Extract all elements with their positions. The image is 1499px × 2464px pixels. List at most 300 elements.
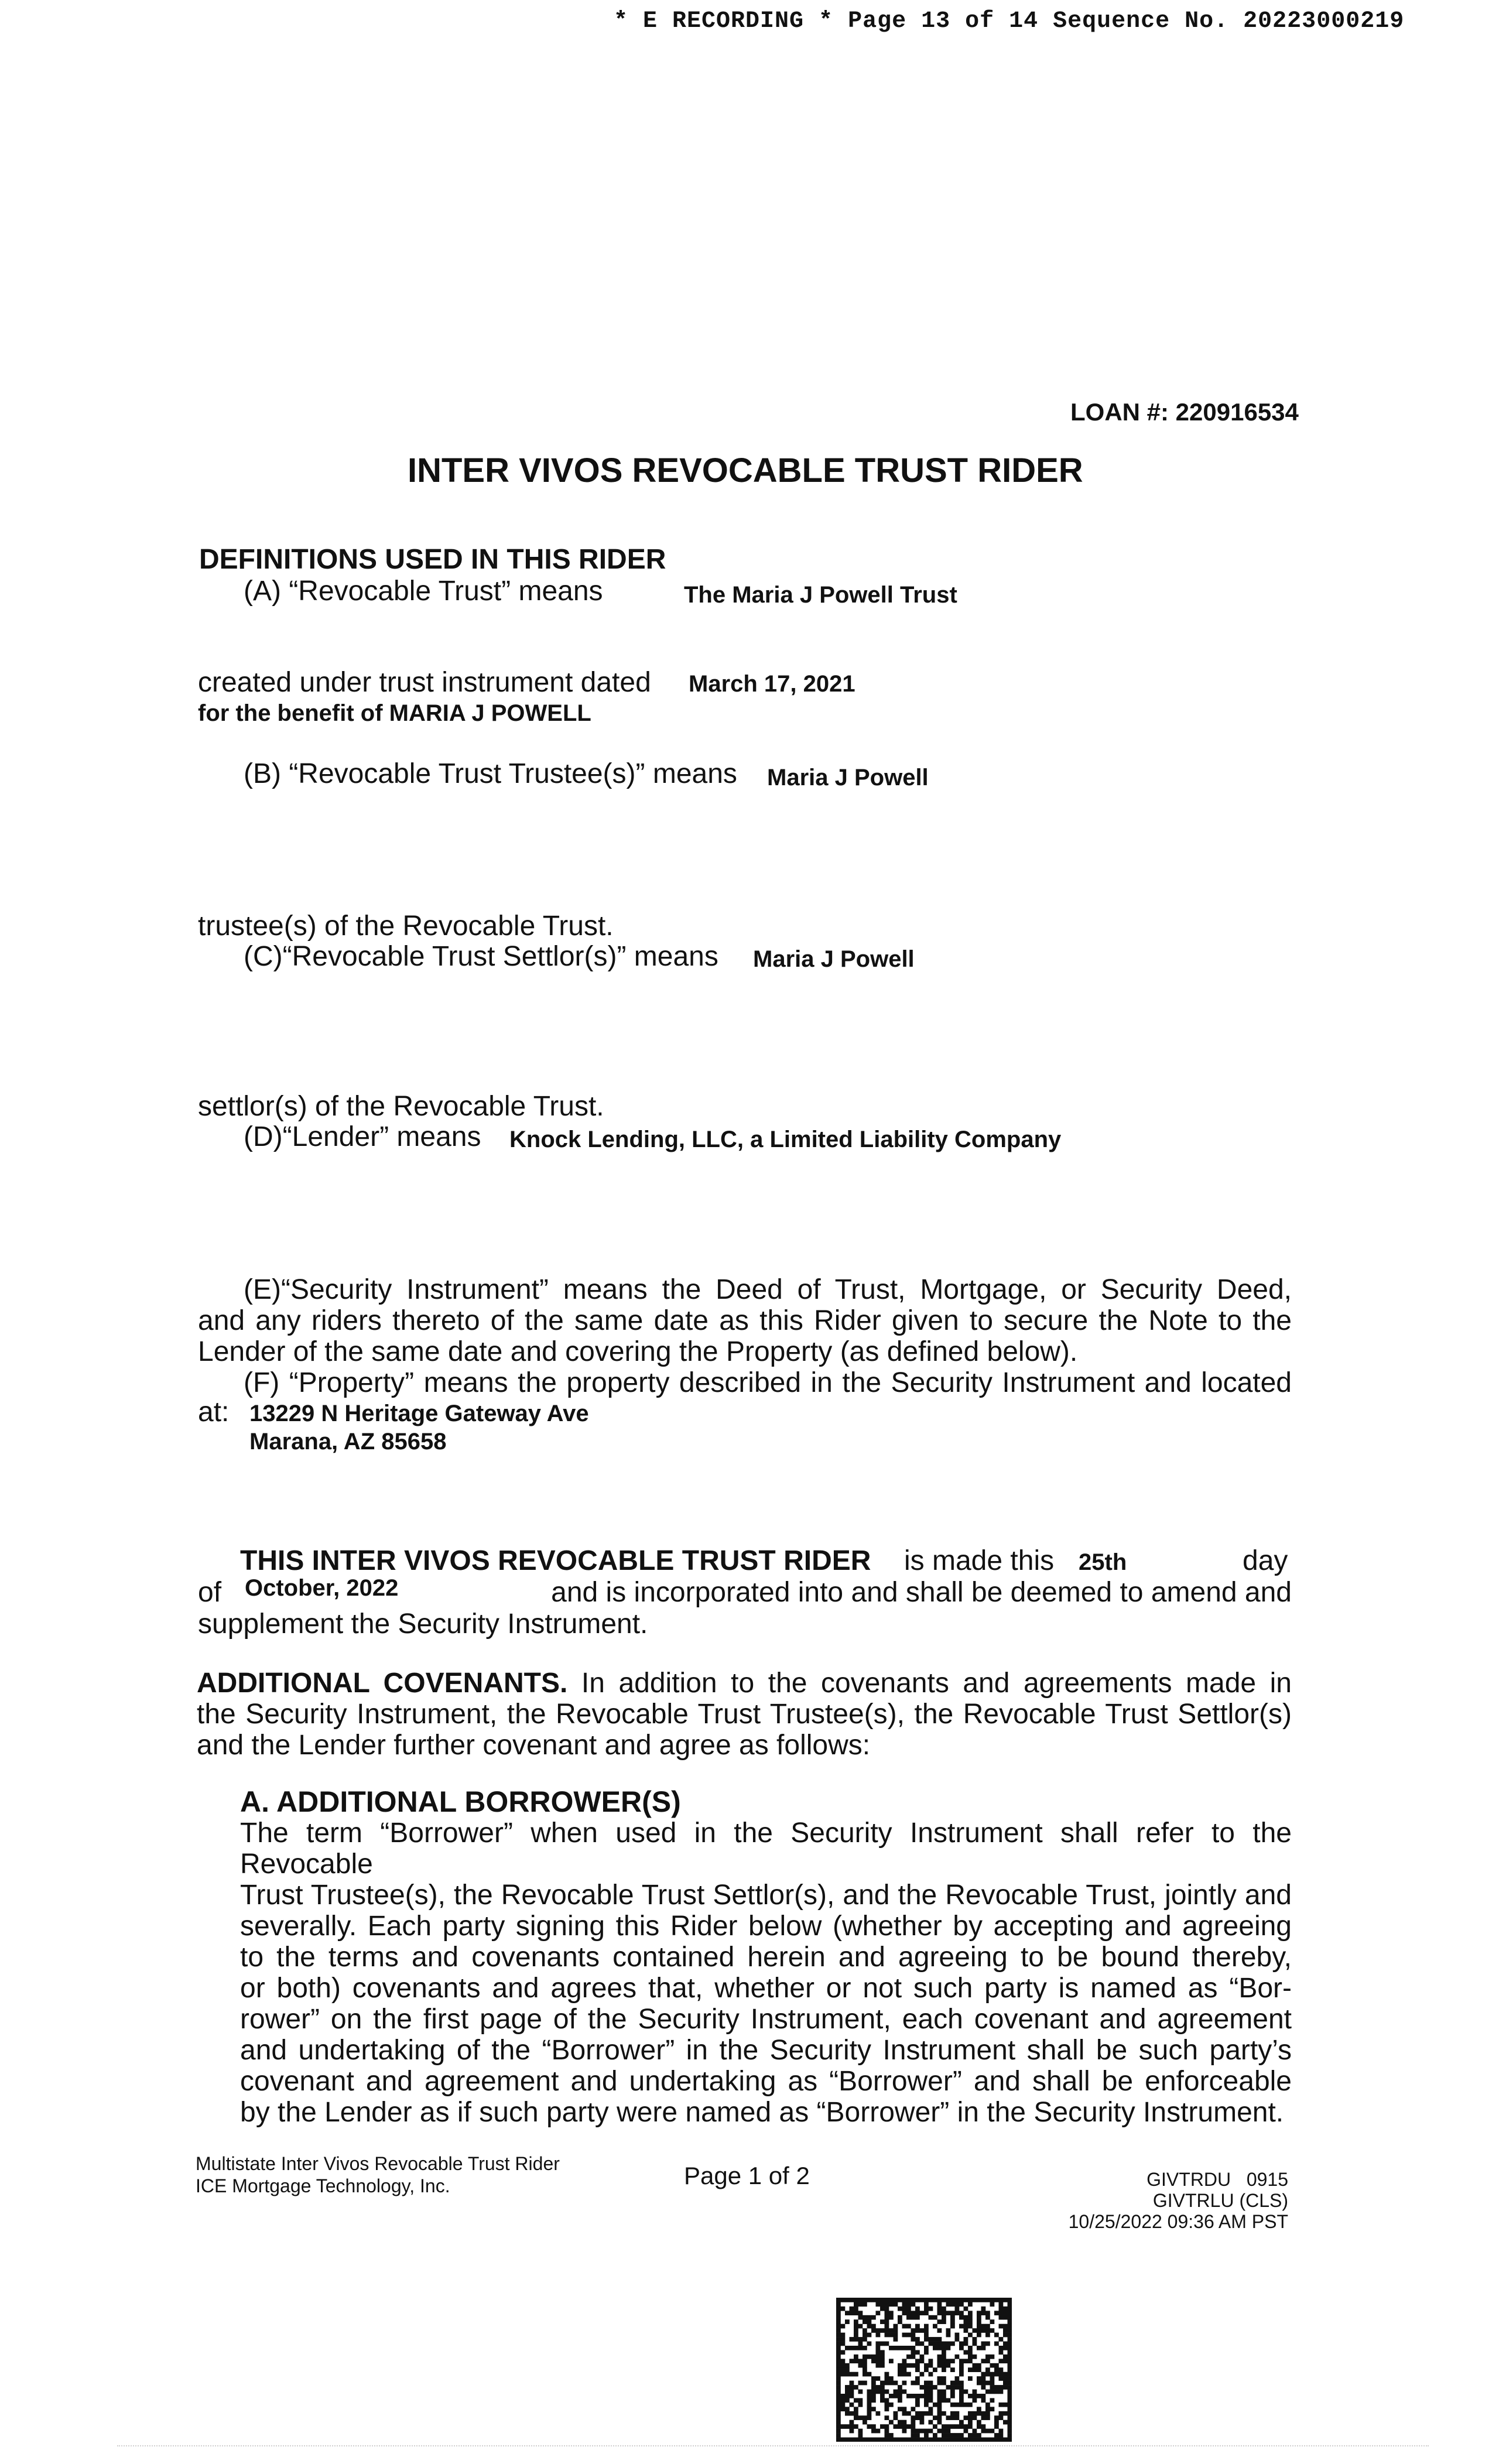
barcode-module: [906, 2424, 911, 2429]
def-b-label: (B) “Revocable Trust Trustee(s)” means: [244, 758, 737, 789]
barcode-module: [854, 2415, 858, 2420]
barcode-module: [973, 2429, 977, 2434]
barcode-module: [1003, 2355, 1008, 2359]
barcode-module: [981, 2346, 986, 2350]
barcode-module: [924, 2433, 929, 2438]
barcode-module: [959, 2403, 964, 2407]
barcode-module: [999, 2346, 1004, 2350]
barcode-module: [994, 2311, 999, 2315]
barcode-module: [968, 2319, 973, 2324]
barcode-module: [841, 2438, 846, 2442]
barcode-module: [841, 2306, 846, 2311]
barcode-module: [915, 2337, 920, 2342]
barcode-module: [964, 2350, 968, 2355]
footer-timestamp: 10/25/2022 09:36 AM PST: [1068, 2211, 1288, 2232]
barcode-module: [955, 2311, 960, 2315]
barcode-module: [937, 2429, 942, 2434]
barcode-module: [850, 2429, 854, 2434]
barcode-module: [950, 2311, 955, 2315]
barcode-module: [885, 2424, 889, 2429]
barcode-module: [920, 2298, 925, 2302]
barcode-module: [854, 2372, 858, 2377]
barcode-module: [959, 2363, 964, 2368]
barcode-module: [1003, 2324, 1008, 2329]
barcode-module: [902, 2390, 907, 2394]
barcode-module: [959, 2346, 964, 2350]
barcode-module: [920, 2328, 925, 2333]
barcode-module: [841, 2367, 846, 2372]
property-address-line2: Marana, AZ 85658: [249, 1429, 447, 1455]
barcode-module: [942, 2433, 946, 2438]
barcode-module: [999, 2367, 1004, 2372]
barcode-module: [985, 2315, 990, 2320]
barcode-module: [854, 2311, 858, 2315]
barcode-module: [942, 2398, 946, 2403]
barcode-module: [894, 2333, 898, 2338]
barcode-module: [968, 2333, 973, 2338]
barcode-module: [955, 2355, 960, 2359]
barcode-module: [845, 2346, 850, 2350]
barcode-module: [906, 2394, 911, 2398]
trustee-suffix: trustee(s) of the Revocable Trust.: [198, 911, 614, 942]
barcode-module: [933, 2385, 937, 2390]
rider-name-bold: THIS INTER VIVOS REVOCABLE TRUST RIDER: [240, 1545, 871, 1576]
barcode-module: [1008, 2398, 1012, 2403]
barcode-module: [836, 2424, 841, 2429]
barcode-module: [915, 2328, 920, 2333]
barcode-module: [968, 2415, 973, 2420]
barcode-module: [902, 2359, 907, 2363]
barcode-module: [885, 2372, 889, 2377]
barcode-module: [867, 2324, 872, 2329]
barcode-module: [854, 2306, 858, 2311]
barcode-module: [937, 2411, 942, 2416]
barcode-module: [1003, 2420, 1008, 2425]
barcode-module: [946, 2433, 951, 2438]
barcode-module: [894, 2438, 898, 2442]
barcode-module: [924, 2429, 929, 2434]
barcode-module: [933, 2367, 937, 2372]
scan-edge-divider: [117, 2445, 1429, 2449]
barcode-module: [968, 2420, 973, 2425]
barcode-module: [871, 2407, 876, 2411]
barcode-module: [942, 2311, 946, 2315]
barcode-module: [854, 2333, 858, 2338]
barcode-module: [880, 2298, 885, 2302]
barcode-module: [898, 2390, 902, 2394]
barcode-module: [1008, 2302, 1012, 2306]
barcode-module: [880, 2390, 885, 2394]
barcode-module: [999, 2324, 1004, 2329]
def-a-label: (A) “Revocable Trust” means: [244, 576, 603, 607]
barcode-module: [1008, 2311, 1012, 2315]
barcode-module: [929, 2306, 933, 2311]
barcode-module: [1008, 2407, 1012, 2411]
barcode-module: [867, 2407, 872, 2411]
barcode-module: [876, 2333, 881, 2338]
barcode-module: [937, 2342, 942, 2346]
barcode-module: [876, 2376, 881, 2381]
barcode-module: [964, 2359, 968, 2363]
barcode-module: [977, 2324, 981, 2329]
barcode-module: [973, 2342, 977, 2346]
barcode-module: [915, 2315, 920, 2320]
barcode-module: [959, 2394, 964, 2398]
barcode-module: [867, 2333, 872, 2338]
barcode-module: [850, 2411, 854, 2416]
barcode-module: [929, 2298, 933, 2302]
barcode-module: [1008, 2333, 1012, 2338]
barcode-module: [973, 2363, 977, 2368]
barcode-module: [942, 2342, 946, 2346]
barcode-module: [915, 2433, 920, 2438]
barcode-module: [1003, 2438, 1008, 2442]
def-c-value: Maria J Powell: [753, 946, 915, 972]
barcode-module: [894, 2346, 898, 2350]
barcode-module: [906, 2333, 911, 2338]
barcode-module: [959, 2342, 964, 2346]
barcode-module: [924, 2298, 929, 2302]
barcode-module: [937, 2394, 942, 2398]
barcode-module: [894, 2324, 898, 2329]
barcode-module: [858, 2390, 863, 2394]
barcode-module: [968, 2438, 973, 2442]
supplement-text: supplement the Security Instrument.: [198, 1609, 648, 1640]
barcode-module: [959, 2367, 964, 2372]
barcode-module: [950, 2385, 955, 2390]
barcode-module: [950, 2424, 955, 2429]
barcode-module: [999, 2359, 1004, 2363]
barcode-module: [929, 2411, 933, 2416]
footer-form-info: [196, 2152, 560, 2197]
barcode-module: [1008, 2438, 1012, 2442]
barcode-module: [1003, 2411, 1008, 2416]
barcode-module: [876, 2355, 881, 2359]
barcode-module: [863, 2367, 867, 2372]
barcode-module: [885, 2433, 889, 2438]
barcode-module: [981, 2429, 986, 2434]
barcode-module: [885, 2311, 889, 2315]
barcode-module: [898, 2438, 902, 2442]
barcode-module: [990, 2319, 995, 2324]
barcode-module: [985, 2359, 990, 2363]
barcode-module: [894, 2424, 898, 2429]
barcode-module: [867, 2342, 872, 2346]
barcode-module: [950, 2415, 955, 2420]
barcode-module: [1008, 2319, 1012, 2324]
barcode-module: [924, 2398, 929, 2403]
barcode-module: [854, 2411, 858, 2416]
barcode-module: [1003, 2346, 1008, 2350]
barcode-module: [915, 2350, 920, 2355]
section-a-line: or both) covenants and agrees that, whether or not such party is named as “Bor-: [240, 1973, 1292, 2004]
barcode-module: [911, 2355, 916, 2359]
def-e-line: (E)“Security Instrument” means the Deed of Trust, Mortgage, or Security Deed,: [244, 1274, 1292, 1305]
barcode-module: [981, 2398, 986, 2403]
barcode-module: [1008, 2328, 1012, 2333]
barcode-module: [981, 2424, 986, 2429]
def-a-value: The Maria J Powell Trust: [684, 582, 957, 608]
day-label: day: [1243, 1545, 1288, 1576]
made-day: 25th: [1079, 1549, 1127, 1575]
barcode-module: [920, 2342, 925, 2346]
barcode-module: [929, 2398, 933, 2403]
barcode-module: [959, 2381, 964, 2386]
barcode-module: [898, 2319, 902, 2324]
barcode-module: [841, 2407, 846, 2411]
barcode-module: [924, 2346, 929, 2350]
barcode-module: [999, 2311, 1004, 2315]
barcode-module: [876, 2411, 881, 2416]
barcode-module: [850, 2394, 854, 2398]
barcode-module: [898, 2424, 902, 2429]
barcode-module: [955, 2433, 960, 2438]
barcode-module: [973, 2367, 977, 2372]
barcode-module: [906, 2411, 911, 2416]
barcode-module: [1008, 2403, 1012, 2407]
barcode-module: [898, 2346, 902, 2350]
barcode-module: [937, 2306, 942, 2311]
barcode-module: [836, 2350, 841, 2355]
barcode-module: [959, 2424, 964, 2429]
barcode-module: [929, 2359, 933, 2363]
barcode-module: [999, 2298, 1004, 2302]
barcode-module: [968, 2311, 973, 2315]
barcode-module: [955, 2376, 960, 2381]
barcode-module: [985, 2429, 990, 2434]
barcode-module: [858, 2298, 863, 2302]
barcode-module: [911, 2346, 916, 2350]
barcode-module: [955, 2385, 960, 2390]
barcode-module: [836, 2337, 841, 2342]
barcode-module: [894, 2302, 898, 2306]
barcode-module: [985, 2411, 990, 2416]
barcode-module: [894, 2411, 898, 2416]
barcode-module: [929, 2372, 933, 2377]
barcode-module: [850, 2438, 854, 2442]
barcode-module: [836, 2394, 841, 2398]
barcode-module: [920, 2429, 925, 2434]
barcode-module: [850, 2298, 854, 2302]
barcode-module: [880, 2342, 885, 2346]
barcode-module: [933, 2433, 937, 2438]
made-month: October, 2022: [245, 1575, 399, 1601]
barcode-module: [924, 2306, 929, 2311]
barcode-module: [889, 2376, 894, 2381]
barcode-module: [902, 2363, 907, 2368]
barcode-module: [959, 2315, 964, 2320]
barcode-module: [1008, 2429, 1012, 2434]
barcode-module: [968, 2433, 973, 2438]
barcode-module: [915, 2359, 920, 2363]
barcode-module: [885, 2429, 889, 2434]
barcode-module: [898, 2420, 902, 2425]
barcode-module: [933, 2415, 937, 2420]
barcode-module: [845, 2367, 850, 2372]
barcode-module: [885, 2298, 889, 2302]
barcode-module: [977, 2328, 981, 2333]
barcode-module: [858, 2429, 863, 2434]
barcode-module: [841, 2337, 846, 2342]
barcode-module: [858, 2381, 863, 2386]
barcode-module: [911, 2433, 916, 2438]
barcode-module: [858, 2311, 863, 2315]
barcode-module: [968, 2394, 973, 2398]
barcode-module: [950, 2433, 955, 2438]
barcode-module: [985, 2367, 990, 2372]
barcode-module: [871, 2355, 876, 2359]
barcode-module: [950, 2367, 955, 2372]
barcode-module: [990, 2372, 995, 2377]
barcode-module: [937, 2420, 942, 2425]
barcode-module: [973, 2433, 977, 2438]
barcode-module: [968, 2424, 973, 2429]
barcode-module: [937, 2390, 942, 2394]
barcode-module: [854, 2319, 858, 2324]
def-c-label: (C)“Revocable Trust Settlor(s)” means: [244, 941, 718, 972]
barcode-module: [915, 2342, 920, 2346]
barcode-module: [854, 2324, 858, 2329]
barcode-module: [950, 2438, 955, 2442]
barcode-module: [885, 2319, 889, 2324]
barcode-module: [981, 2376, 986, 2381]
barcode-module: [863, 2420, 867, 2425]
barcode-module: [915, 2298, 920, 2302]
barcode-module: [850, 2403, 854, 2407]
footer-codes: [1019, 2169, 1288, 2232]
barcode-module: [885, 2324, 889, 2329]
barcode-module: [836, 2324, 841, 2329]
barcode-module: [876, 2311, 881, 2315]
barcode-module: [990, 2438, 995, 2442]
barcode-module: [920, 2394, 925, 2398]
barcode-module: [950, 2315, 955, 2320]
barcode-module: [933, 2424, 937, 2429]
barcode-module: [845, 2372, 850, 2377]
barcode-module: [973, 2328, 977, 2333]
barcode-module: [929, 2315, 933, 2320]
barcode-module: [999, 2411, 1004, 2416]
barcode-module: [1008, 2381, 1012, 2386]
barcode-module: [950, 2342, 955, 2346]
barcode-module: [1003, 2333, 1008, 2338]
barcode-module: [933, 2298, 937, 2302]
barcode-module: [850, 2337, 854, 2342]
barcode-module: [973, 2415, 977, 2420]
section-a-line: rower” on the first page of the Security Instrument, each covenant and agreement: [240, 2004, 1292, 2035]
barcode-module: [836, 2420, 841, 2425]
barcode-module: [1003, 2328, 1008, 2333]
barcode-module: [876, 2350, 881, 2355]
barcode-module: [924, 2438, 929, 2442]
barcode-module: [863, 2372, 867, 2377]
barcode-module: [836, 2315, 841, 2320]
barcode-module: [898, 2398, 902, 2403]
barcode-module: [885, 2328, 889, 2333]
barcode-module: [994, 2415, 999, 2420]
barcode-module: [959, 2372, 964, 2377]
section-a-line: severally. Each party signing this Rider below (whether by accepting and agreeing: [240, 1911, 1292, 1942]
barcode-module: [850, 2381, 854, 2386]
barcode-module: [880, 2355, 885, 2359]
barcode-module: [964, 2403, 968, 2407]
section-a-line: The term “Borrower” when used in the Security Instrument shall refer to the Revocable: [240, 1818, 1292, 1880]
barcode-module: [854, 2424, 858, 2429]
barcode-module: [894, 2381, 898, 2386]
barcode-module: [863, 2381, 867, 2386]
created-label: created under trust instrument dated: [198, 667, 651, 698]
barcode-module: [836, 2415, 841, 2420]
barcode-module: [1008, 2390, 1012, 2394]
barcode-module: [946, 2415, 951, 2420]
barcode-module: [955, 2302, 960, 2306]
barcode-module: [942, 2298, 946, 2302]
barcode-module: [871, 2324, 876, 2329]
barcode-module: [981, 2328, 986, 2333]
barcode-module: [858, 2342, 863, 2346]
additional-covenants: [197, 1668, 1292, 1761]
barcode-module: [836, 2385, 841, 2390]
barcode-module: [867, 2398, 872, 2403]
barcode-module: [871, 2438, 876, 2442]
barcode-module: [858, 2433, 863, 2438]
barcode-module: [880, 2350, 885, 2355]
barcode-module: [1008, 2355, 1012, 2359]
barcode-module: [876, 2385, 881, 2390]
barcode-module: [867, 2403, 872, 2407]
barcode-module: [981, 2372, 986, 2377]
barcode-module: [964, 2429, 968, 2434]
barcode-module: [911, 2311, 916, 2315]
barcode-module: [836, 2306, 841, 2311]
barcode-module: [968, 2367, 973, 2372]
barcode-module: [968, 2355, 973, 2359]
barcode-module: [955, 2411, 960, 2416]
barcode-module: [937, 2298, 942, 2302]
barcode-module: [850, 2390, 854, 2394]
barcode-module: [946, 2302, 951, 2306]
barcode-module: [924, 2324, 929, 2329]
barcode-module: [946, 2359, 951, 2363]
section-a-heading: A. ADDITIONAL BORROWER(S): [240, 1785, 681, 1818]
barcode-module: [911, 2337, 916, 2342]
barcode-module: [885, 2381, 889, 2386]
barcode-module: [863, 2315, 867, 2320]
barcode-module: [981, 2415, 986, 2420]
barcode-module: [964, 2438, 968, 2442]
barcode-module: [994, 2298, 999, 2302]
barcode-module: [946, 2363, 951, 2368]
barcode-module: [915, 2415, 920, 2420]
barcode-module: [920, 2415, 925, 2420]
barcode-module: [929, 2385, 933, 2390]
def-d-label: (D)“Lender” means: [244, 1121, 481, 1152]
barcode-module: [937, 2407, 942, 2411]
barcode-module: [854, 2355, 858, 2359]
barcode-module: [968, 2376, 973, 2381]
barcode-module: [981, 2311, 986, 2315]
barcode-module: [836, 2298, 841, 2302]
barcode-module: [985, 2333, 990, 2338]
barcode-module: [929, 2342, 933, 2346]
barcode-module: [906, 2438, 911, 2442]
barcode-module: [850, 2385, 854, 2390]
of-text: and is incorporated into and shall be deemed to amend and: [551, 1577, 1292, 1608]
barcode-module: [977, 2346, 981, 2350]
barcode-module: [942, 2367, 946, 2372]
barcode-module: [942, 2390, 946, 2394]
barcode-module: [871, 2376, 876, 2381]
